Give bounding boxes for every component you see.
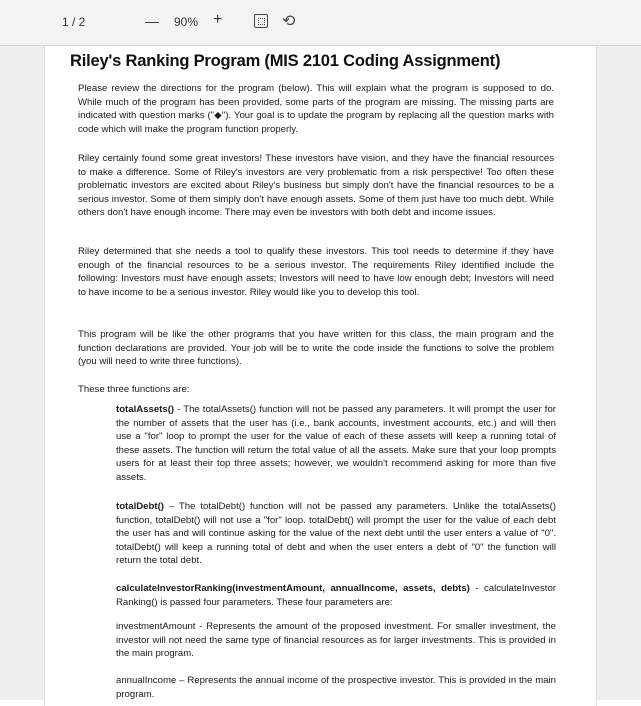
- investors-paragraph: Riley certainly found some great investors! These investors have vision, and they have the financial resources to make a difference. Some of Riley's investors are very problematic from a risk perspective! Too often these problematic investors are excited about Riley's business but simply don't have the financial resources to be a serious investor. Some of them simply don't have enough assets. Some of them just have too much debt. While others don't have enough income. There may even be investors with both debt and income issues.: [78, 153, 554, 218]
- program-paragraph: This program will be like the other programs that you have written for this class, the main program and the function declarations are provided. Your job will be to write the code inside the functions to solve the problem (you will need to write three functions).: [78, 329, 554, 367]
- function-name: totalDebt(): [116, 501, 164, 512]
- function-calculate-ranking: [116, 582, 556, 609]
- zoom-out-button[interactable]: —: [145, 13, 159, 29]
- param-annual-income: annualIncome – Represents the annual income of the prospective investor. This is provided in the main program.: [116, 675, 556, 700]
- zoom-level: 90%: [174, 15, 199, 29]
- param-investment-amount: investmentAmount - Represents the amount of the proposed investment. For smaller investment, the investor will not need the same type of financial resources as for larger investments. This is provided in the main program.: [116, 621, 556, 659]
- rotate-icon[interactable]: ⟲: [282, 13, 296, 30]
- intro-paragraph: Please review the directions for the program (below). This will explain what the program is supposed to do. While much of the program has been provided, some parts of the program are missing. The missing parts are indicated with question marks ("◆"). Your goal is to update the program by replacing all the question marks with code which will make the program function properly.: [78, 83, 554, 135]
- document-title: Riley's Ranking Program (MIS 2101 Coding Assignment): [70, 52, 501, 70]
- function-name: calculateInvestorRanking(investmentAmount, annualIncome, assets, debts): [116, 583, 470, 594]
- function-name: totalAssets(): [116, 404, 175, 415]
- functions-intro: These three functions are:: [78, 384, 190, 395]
- pdf-toolbar: [0, 0, 641, 46]
- page-indicator: 1 / 2: [62, 15, 86, 29]
- function-description: - calculateInvestor Ranking() is passed four parameters. These four parameters are:: [116, 583, 556, 608]
- function-description: – The totalDebt() function will not be passed any parameters. Unlike the totalAssets() function, totalDebt() will not use a "for" loop. totalDebt() will prompt the user for the value of each debt the user has and will continue asking for the value of the next debt until the user enters a value of "0". totalDebt() will keep a running total of debt and when the user enters a debt of "0" the function will return the total debt.: [116, 501, 556, 566]
- requirements-paragraph: Riley determined that she needs a tool to qualify these investors. This tool needs to determine if they have enough of the financial resources to be a serious investor. The requirements Riley identified include the following: Investors must have enough assets; Investors will need to have low enough debt; Investors will need to have income to be a serious investor. Riley would like you to develop this tool.: [78, 246, 554, 298]
- zoom-in-button[interactable]: +: [213, 11, 223, 28]
- function-total-debt: [116, 500, 556, 568]
- function-total-assets: [116, 403, 556, 484]
- function-description: - The totalAssets() function will not be passed any parameters. It will prompt the user for the number of assets that the user has (i.e., bank accounts, investment accounts, etc.) and will then use a "for" loop to prompt the user for the value of each of these assets will keep a running total of these assets. The function will return the total value of all the assets. Make sure that your loop prompts users for at least their top three assets; however, we wouldn't recommend asking for more than five assets.: [116, 404, 556, 483]
- fit-page-icon[interactable]: [254, 14, 268, 28]
